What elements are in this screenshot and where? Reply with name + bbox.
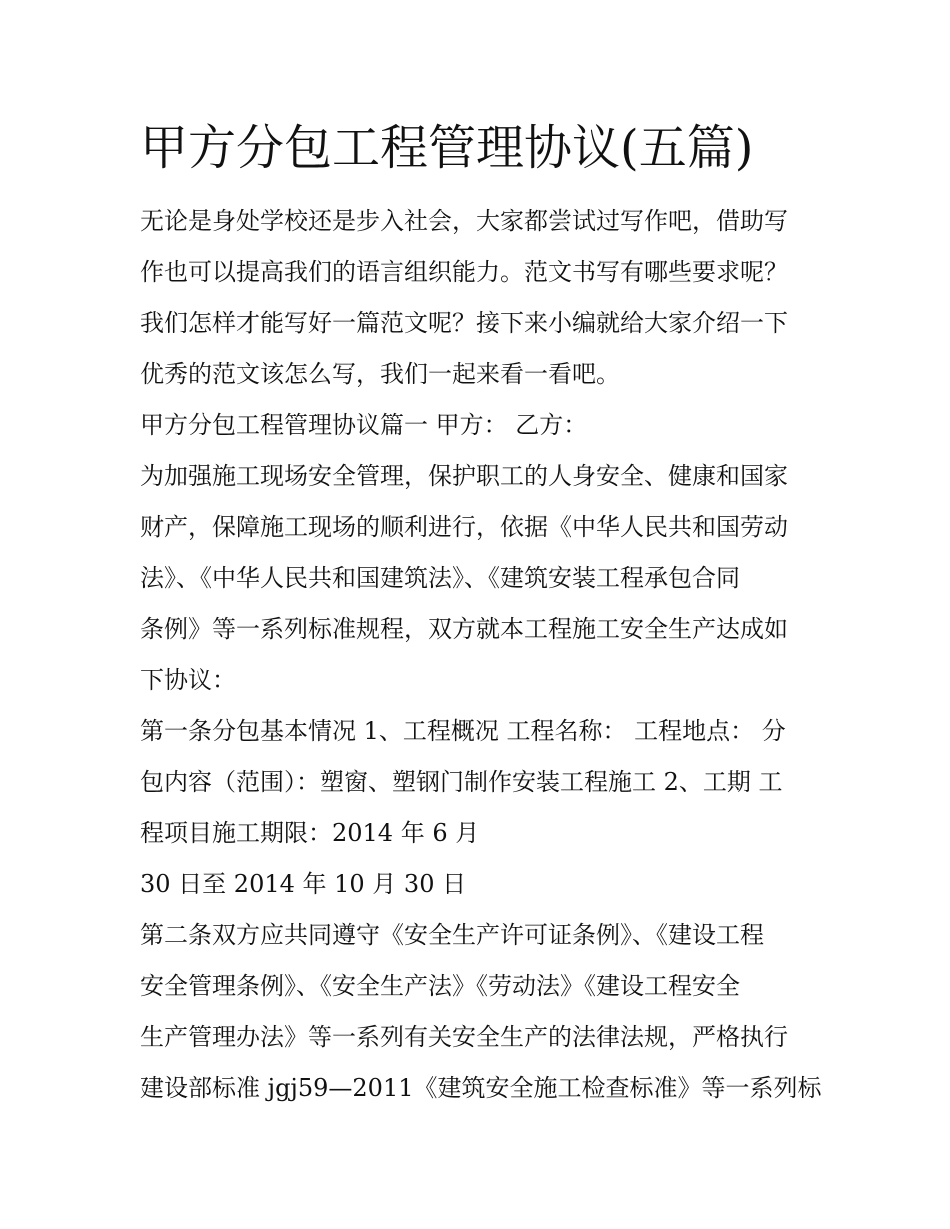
text-line-14: 30 日至 2014 年 10 月 30 日 bbox=[140, 870, 467, 898]
text-line-12: 包内容（范围）：塑窗、塑钢门制作安装工程施工 2、工期 工 bbox=[140, 768, 783, 796]
text-line-15: 第二条双方应共同遵守《安全生产许可证条例》、《建设工程 bbox=[140, 921, 764, 949]
text-line-1: 无论是身处学校还是步入社会，大家都尝试过写作吧，借助写 bbox=[140, 207, 788, 235]
text-line-18: 建设部标准 jgj59—2011《建筑安全施工检查标准》等一系列标 bbox=[140, 1074, 822, 1102]
text-line-13: 程项目施工期限：2014 年 6 月 bbox=[140, 819, 480, 847]
text-line-5: 甲方分包工程管理协议篇一 甲方： 乙方： bbox=[140, 411, 588, 439]
text-line-9: 条例》等一系列标准规程，双方就本工程施工安全生产达成如 bbox=[140, 615, 788, 643]
text-line-16: 安全管理条例》、《安全生产法》《劳动法》《建设工程安全 bbox=[140, 972, 740, 1000]
text-line-17: 生产管理办法》等一系列有关安全生产的法律法规，严格执行 bbox=[140, 1023, 788, 1051]
text-line-8: 法》、《中华人民共和国建筑法》、《建筑安装工程承包合同 bbox=[140, 564, 740, 592]
text-line-2: 作也可以提高我们的语言组织能力。范文书写有哪些要求呢？ bbox=[140, 258, 788, 286]
text-line-6: 为加强施工现场安全管理，保护职工的人身安全、健康和国家 bbox=[140, 462, 788, 490]
text-line-4: 优秀的范文该怎么写，我们一起来看一看吧。 bbox=[140, 360, 620, 388]
text-line-7: 财产，保障施工现场的顺利进行，依据《中华人民共和国劳动 bbox=[140, 513, 788, 541]
text-line-3: 我们怎样才能写好一篇范文呢？接下来小编就给大家介绍一下 bbox=[140, 309, 788, 337]
document-body bbox=[140, 196, 840, 1114]
text-line-11: 第一条分包基本情况 1、工程概况 工程名称： 工程地点： 分 bbox=[140, 717, 786, 745]
document-title: 甲方分包工程管理协议(五篇) bbox=[140, 120, 754, 176]
text-line-10: 下协议： bbox=[140, 666, 236, 694]
